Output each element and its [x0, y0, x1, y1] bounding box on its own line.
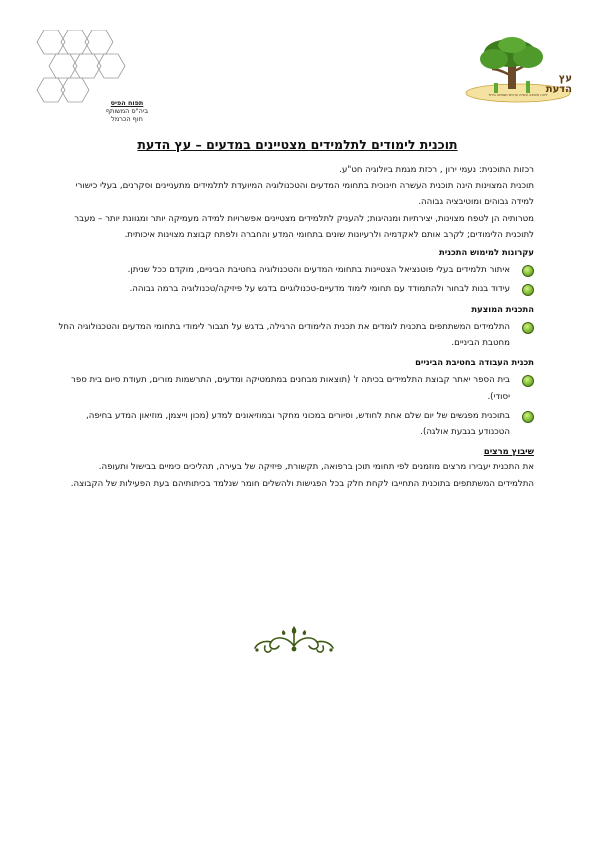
commitment-paragraph: התלמידים המשתתפים בתוכנית התחייבו לקחת חלק בכל הפגישות ולהשלים חומר שנלמד בכיתותיהם בעת הפעילות של הקבוצה. [70, 478, 534, 489]
school-logo-line3: חוף הכרמל [111, 115, 143, 123]
goals-paragraph: מטרותיה הן לטפח מצוינות, יצירתיות ומנהיגות; להעניק לתלמידים מצטיינים אפשרויות למידה מעמיקה יותר ומגוונת יותר – מעבר לתוכנית הלימודים; לקרב אותם לאקדמיה ולרעיונות שונים בתחומי המדע והחברה ולפתח קבוצת מצוינות איכותית. [74, 213, 534, 240]
bullet-text: התלמידים המשתתפים בתכנית לומדים את תכנית הלימודים הרגילה, בדגש על תגבור לימודי בתחומי המדעים והטכנולוגיה החל מחטבת הביניים. [58, 321, 510, 349]
bullet-text: עידוד בנות לבחור ולהתמודד עם תחומי לימוד מדעיים-טכנולוגיים בדגש על פיזיקה/טכנולוגיה ברמה גבוהה. [129, 284, 510, 295]
coordinators-line: רכזות התוכנית: נעמי ירון , רכזת מגמת ביולוגיה חט"ע. [339, 165, 534, 175]
list-item [52, 262, 534, 278]
bullet-text: בתוכנית מפגשים של יום שלם אחת לחודש, וסיורים במכוני מחקר ובמוזיאונים למדע (מכון וייצמן, מוזיאון המדע בחיפה, הטכנודע בגבעת אולגה). [86, 410, 510, 438]
tree-of-knowledge-logo [464, 35, 572, 105]
green-bullet-icon [522, 375, 534, 387]
section-heading-program: התכנית המוצעת [471, 303, 534, 314]
green-bullet-icon [522, 265, 534, 277]
list-item [52, 372, 534, 404]
section-heading-principles: עקרונות למימוש התכנית [439, 247, 534, 258]
tree-logo-tagline: ליבה חשיבה עשייה ערכים ושמחה ביחד [488, 93, 548, 97]
school-logo-line2: ביה"ס המשותף [105, 107, 149, 115]
section-heading-middle-school: תכנית העבודה בחטיבת הביניים [415, 357, 534, 368]
school-logo-title: תפוח הפיס [110, 99, 144, 107]
principles-list [52, 262, 534, 297]
document-body [52, 162, 534, 492]
document-title: תוכנית לימודים לתלמידים מצטיינים במדעים – עץ הדעת [137, 137, 458, 152]
bullet-text: איתור תלמידים בעלי פוטנציאל הצטיינות בתחומי המדעים והטכנולוגיה בחטיבת הביניים, מוקדם ככל שניתן. [127, 265, 510, 276]
school-hexagon-logo [30, 30, 149, 123]
middle-school-list [52, 372, 534, 440]
lecturers-paragraph: את התכנית יעבירו מרצים מוזמנים לפי תחומי תוכן ברפואה, תקשורת, פיזיקה של בעירה, תהליכים כימיים בבישול ותעופה. [98, 462, 534, 473]
section-heading-lecturers: שיבוץ מרצים [483, 446, 534, 457]
green-bullet-icon [522, 322, 534, 334]
bullet-text: בית הספר יאתר קבוצת התלמידים בכיתה ז' (תוצאות מבחנים במתמטיקה ומדעים, התרשמות מורים, תעודת סיום בית ספר יסודי). [71, 375, 510, 402]
floral-ornament-icon [251, 622, 337, 656]
intro-paragraph: תוכנית המצוינות הינה תוכנית העשרה חינוכית בתחומי המדעים והטכנולוגיה המיועדת לתלמידים מתעניינים וסקרנים, בעלי כישורי למידה גבוהים ומוטיבציה גבוהה. [75, 181, 534, 208]
program-list [52, 319, 534, 351]
tree-logo-name: עץ הדעת [545, 73, 572, 95]
green-bullet-icon [522, 284, 534, 296]
list-item [52, 319, 534, 351]
list-item [52, 408, 534, 440]
school-logo-text [96, 99, 158, 123]
list-item [52, 281, 534, 297]
green-bullet-icon [522, 411, 534, 423]
